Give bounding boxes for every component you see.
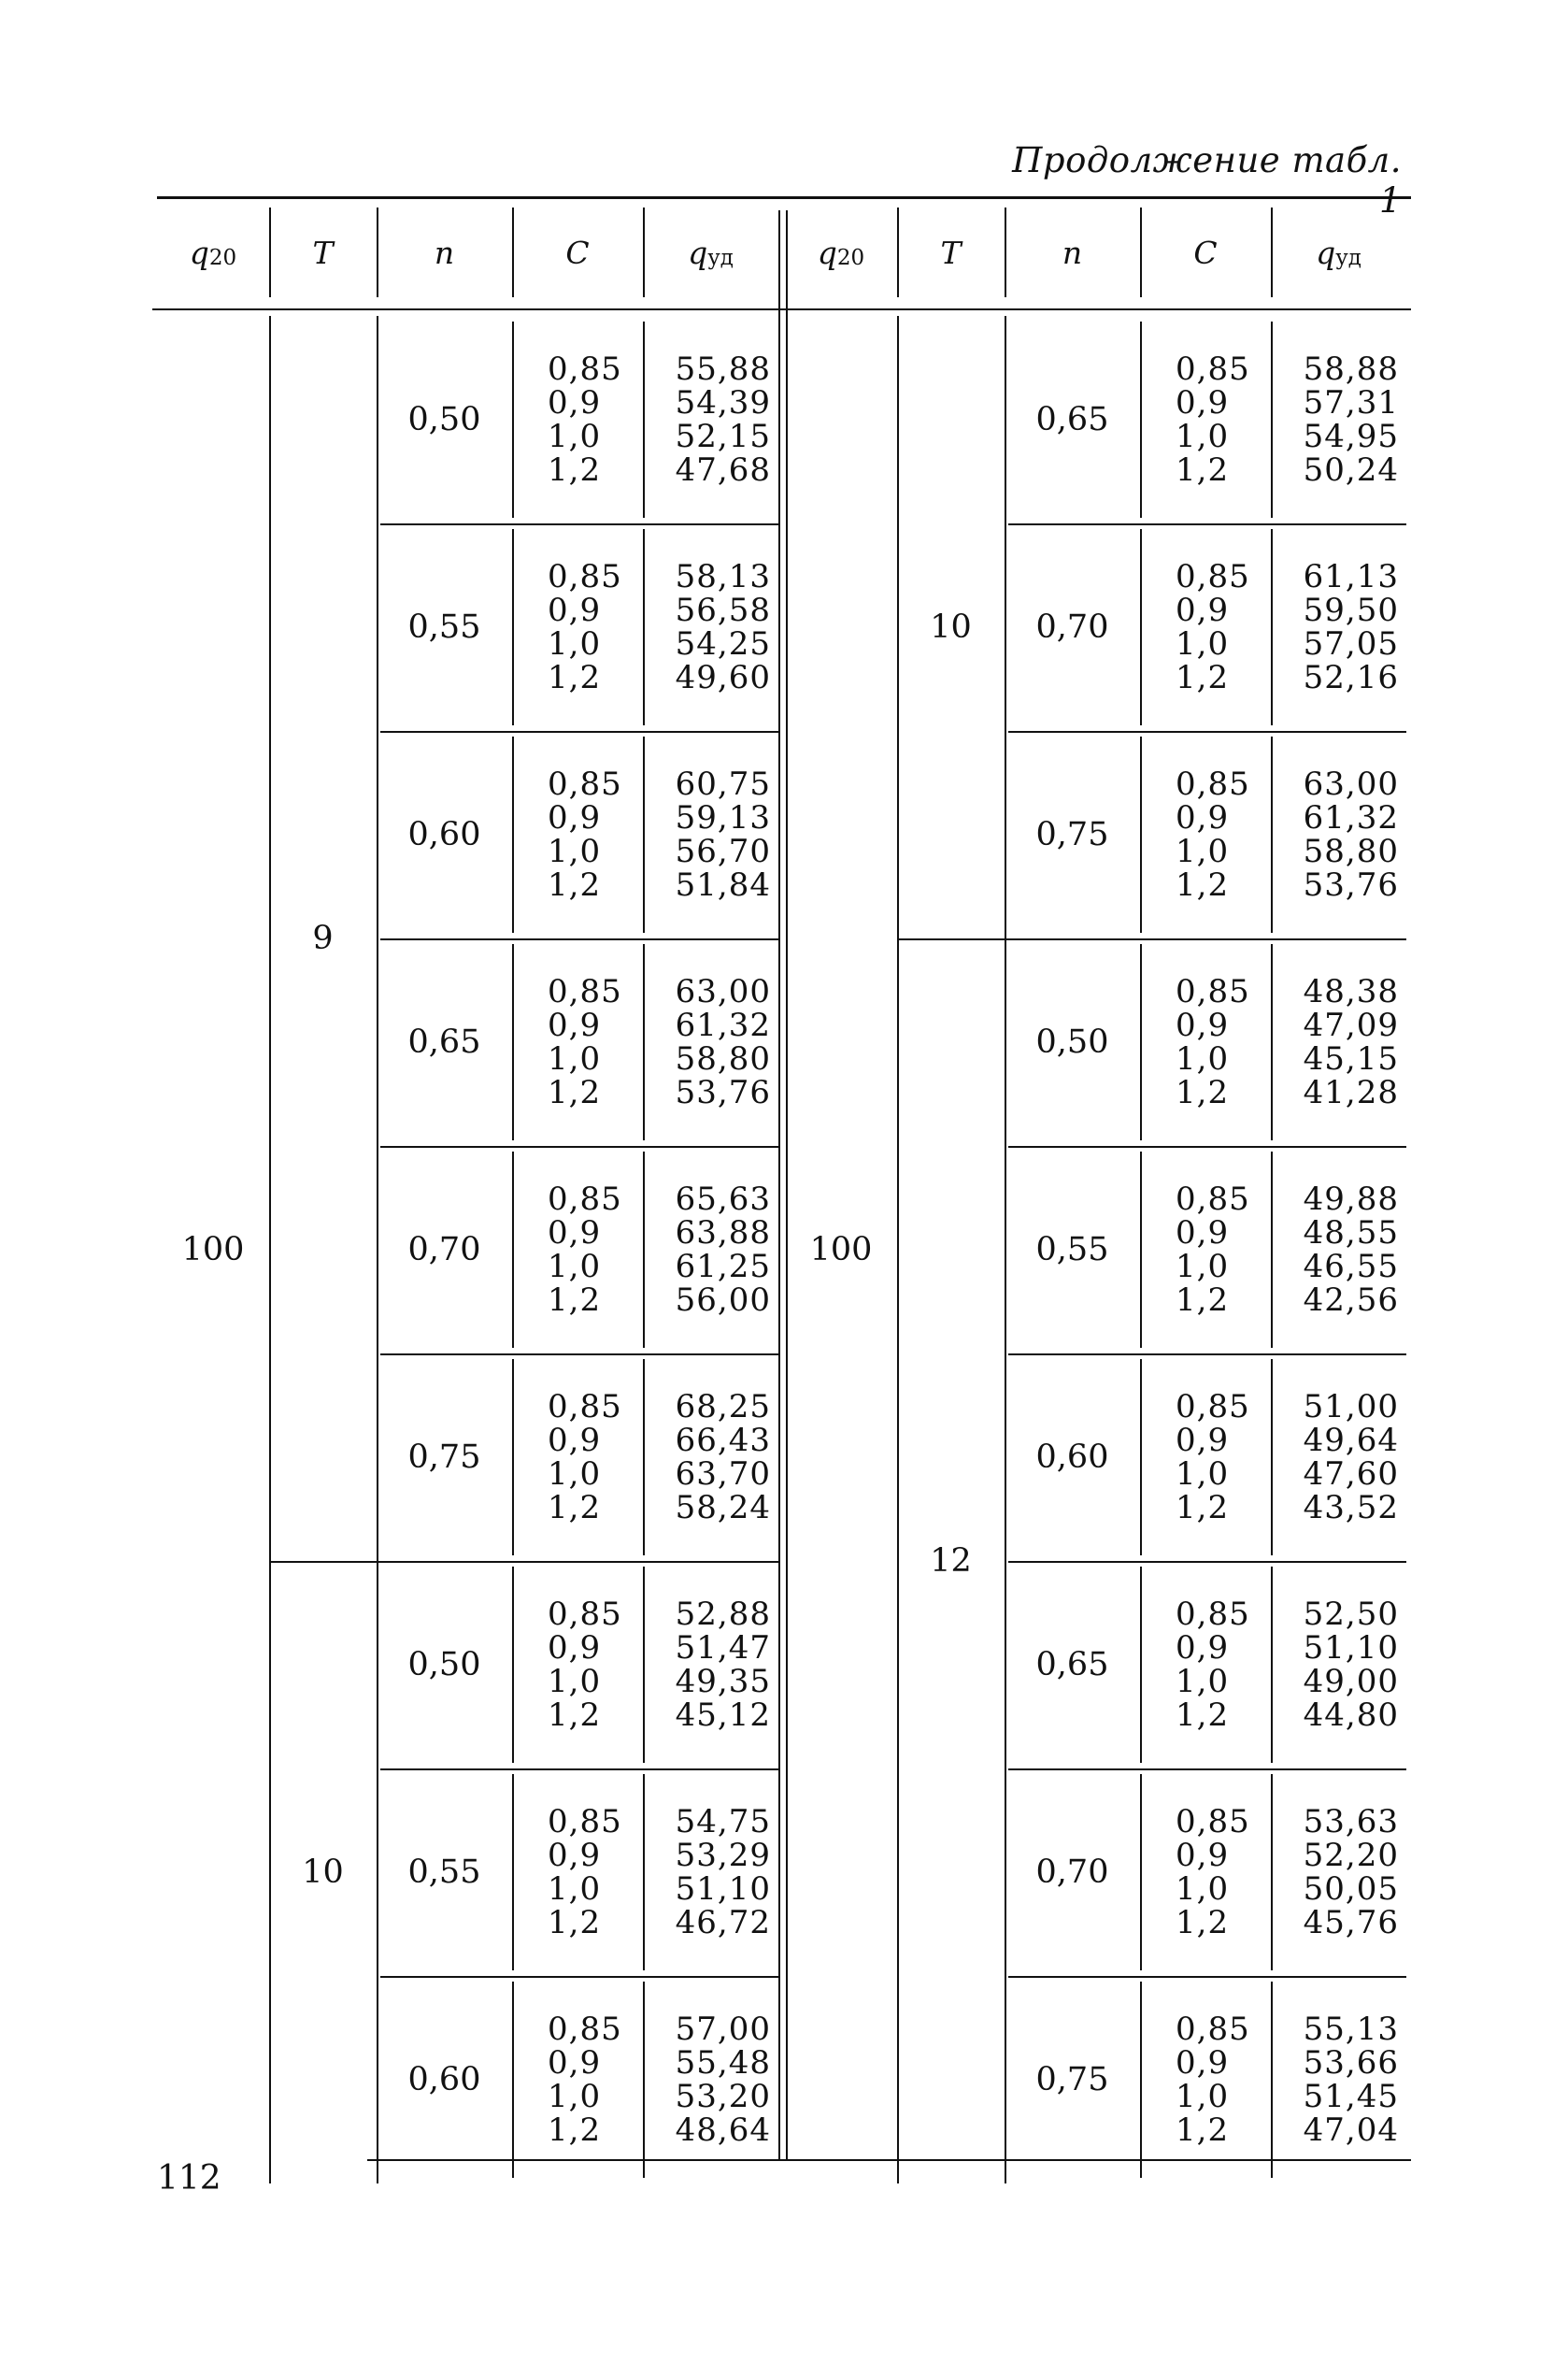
- header-qud-sub: уд: [707, 246, 734, 270]
- qud-value: 47,04: [1303, 2111, 1399, 2149]
- n-c-separator: [512, 322, 514, 518]
- n-value: 0,65: [1035, 401, 1109, 438]
- c-q-separator: [643, 529, 645, 725]
- t-value: 12: [930, 1542, 972, 1580]
- page-number: 112: [157, 2159, 221, 2197]
- qud-value: 47,09: [1303, 1007, 1399, 1044]
- n-c-separator: [1140, 944, 1142, 1140]
- qud-value: 61,25: [675, 1248, 771, 1285]
- c-q-separator: [1271, 1359, 1273, 1555]
- qud-value: 56,00: [675, 1281, 771, 1319]
- n-c-separator: [512, 1152, 514, 1348]
- n-value: 0,55: [1035, 1231, 1109, 1268]
- qud-values: [1280, 1353, 1399, 1561]
- n-c-separator: [512, 1774, 514, 1970]
- c-values: [1176, 1976, 1269, 2183]
- c-value: 1,0: [548, 1455, 602, 1493]
- c-q-separator: [1271, 1567, 1273, 1763]
- qud-value: 59,50: [1303, 592, 1399, 629]
- c-values: [1176, 1561, 1269, 1768]
- qud-value: 49,64: [1303, 1422, 1399, 1459]
- qud-value: 65,63: [675, 1181, 771, 1218]
- c-value: 0,9: [548, 1629, 602, 1667]
- qud-values: [652, 1353, 771, 1561]
- n-c-separator: [512, 1982, 514, 2178]
- right-half-table: [785, 196, 1411, 2164]
- header-qud: [643, 196, 778, 308]
- t-value: 9: [312, 920, 334, 957]
- header-qud: [1271, 196, 1406, 308]
- c-values: [548, 316, 641, 523]
- c-value: 0,9: [1176, 384, 1230, 422]
- qud-values: [1280, 1561, 1399, 1768]
- header-col-separator: [897, 208, 899, 297]
- qud-values: [1280, 1768, 1399, 1976]
- qud-values: [1280, 316, 1399, 523]
- header-qud-base: q: [1316, 234, 1336, 271]
- c-value: 1,2: [548, 659, 602, 696]
- c-value: 0,9: [1176, 799, 1230, 837]
- n-value: 0,50: [407, 1646, 481, 1683]
- qud-value: 46,72: [675, 1904, 771, 1941]
- c-value: 1,0: [1176, 418, 1230, 455]
- c-value: 1,2: [1176, 1904, 1230, 1941]
- qud-value: 56,58: [675, 592, 771, 629]
- header-c: C: [1193, 234, 1218, 271]
- n-value: 0,70: [1035, 608, 1109, 646]
- c-value: 1,2: [548, 2111, 602, 2149]
- qud-value: 52,16: [1303, 659, 1399, 696]
- c-value: 1,2: [548, 1489, 602, 1526]
- c-q-separator: [1271, 944, 1273, 1140]
- n-value: 0,50: [1035, 1024, 1109, 1061]
- q20-value: 100: [181, 1231, 245, 1268]
- n-value: 0,75: [1035, 2061, 1109, 2098]
- header-q20: [157, 196, 269, 308]
- qud-value: 44,80: [1303, 1696, 1399, 1734]
- header-q20-sub: 20: [836, 246, 865, 270]
- header-q20-base: q: [817, 234, 837, 271]
- n-c-separator: [512, 944, 514, 1140]
- qud-value: 58,24: [675, 1489, 771, 1526]
- c-value: 1,2: [548, 1696, 602, 1734]
- qud-values: [1280, 938, 1399, 1146]
- n-value: 0,50: [407, 401, 481, 438]
- qud-value: 60,75: [675, 766, 771, 803]
- qud-value: 66,43: [675, 1422, 771, 1459]
- q20-value: 100: [809, 1231, 873, 1268]
- header-col-separator: [377, 208, 378, 297]
- qud-value: 53,76: [1303, 866, 1399, 904]
- qud-value: 49,35: [675, 1663, 771, 1700]
- c-value: 0,9: [1176, 1214, 1230, 1252]
- c-value: 0,9: [548, 2044, 602, 2082]
- c-value: 1,0: [548, 1870, 602, 1908]
- qud-value: 59,13: [675, 799, 771, 837]
- qud-value: 68,25: [675, 1388, 771, 1425]
- qud-values: [652, 1561, 771, 1768]
- c-q-separator: [643, 737, 645, 933]
- header-col-separator: [512, 208, 514, 297]
- header-c: C: [565, 234, 590, 271]
- c-value: 0,85: [1176, 973, 1250, 1010]
- c-value: 1,0: [548, 1663, 602, 1700]
- c-values: [548, 1976, 641, 2183]
- header-q20: [785, 196, 897, 308]
- header-n: n: [434, 234, 455, 271]
- c-value: 1,0: [1176, 625, 1230, 663]
- c-q-separator: [1271, 322, 1273, 518]
- c-value: 1,0: [1176, 1040, 1230, 1078]
- n-value: 0,75: [1035, 816, 1109, 853]
- header-col-separator: [1140, 208, 1142, 297]
- c-value: 0,9: [1176, 1007, 1230, 1044]
- n-c-separator: [512, 1567, 514, 1763]
- c-value: 1,0: [548, 418, 602, 455]
- qud-values: [652, 1976, 771, 2183]
- qud-value: 47,60: [1303, 1455, 1399, 1493]
- n-value: 0,70: [1035, 1854, 1109, 1891]
- qud-value: 55,13: [1303, 2011, 1399, 2048]
- c-value: 0,85: [1176, 1181, 1250, 1218]
- n-c-separator: [1140, 1359, 1142, 1555]
- c-value: 1,0: [548, 2078, 602, 2115]
- qud-values: [652, 1146, 771, 1353]
- t-value: 10: [302, 1854, 344, 1891]
- c-q-separator: [1271, 529, 1273, 725]
- c-value: 0,85: [1176, 351, 1250, 388]
- qud-value: 56,70: [675, 833, 771, 870]
- c-value: 0,9: [1176, 1629, 1230, 1667]
- c-value: 0,9: [1176, 2044, 1230, 2082]
- header-n: n: [1062, 234, 1083, 271]
- c-values: [548, 1353, 641, 1561]
- c-value: 0,9: [548, 384, 602, 422]
- table-continuation-title: Продолжение табл. 1: [1012, 140, 1402, 221]
- c-value: 1,2: [548, 1074, 602, 1111]
- c-q-separator: [643, 1774, 645, 1970]
- n-value: 0,65: [1035, 1646, 1109, 1683]
- c-q-separator: [643, 322, 645, 518]
- header-t: T: [940, 234, 962, 271]
- c-value: 1,0: [548, 1248, 602, 1285]
- left-half-table: [157, 196, 783, 2164]
- header-col-separator: [1271, 208, 1273, 297]
- c-value: 0,9: [548, 1007, 602, 1044]
- header-q20-sub: 20: [208, 246, 237, 270]
- c-q-separator: [643, 1982, 645, 2178]
- qud-value: 61,13: [1303, 558, 1399, 595]
- qud-values: [652, 731, 771, 938]
- c-q-separator: [643, 1359, 645, 1555]
- qud-value: 45,15: [1303, 1040, 1399, 1078]
- c-value: 1,0: [1176, 1870, 1230, 1908]
- c-value: 1,2: [1176, 1281, 1230, 1319]
- c-value: 0,85: [548, 1596, 622, 1633]
- qud-value: 57,05: [1303, 625, 1399, 663]
- qud-value: 52,88: [675, 1596, 771, 1633]
- header-col-separator: [1005, 208, 1006, 297]
- c-value: 1,2: [548, 1281, 602, 1319]
- qud-values: [1280, 1146, 1399, 1353]
- qud-value: 51,10: [1303, 1629, 1399, 1667]
- qud-value: 50,05: [1303, 1870, 1399, 1908]
- c-value: 1,2: [1176, 2111, 1230, 2149]
- n-value: 0,60: [1035, 1439, 1109, 1476]
- c-value: 1,0: [548, 625, 602, 663]
- qud-value: 50,24: [1303, 451, 1399, 489]
- n-c-separator: [512, 737, 514, 933]
- qud-value: 61,32: [1303, 799, 1399, 837]
- c-q-separator: [643, 1152, 645, 1348]
- n-c-separator: [1140, 737, 1142, 933]
- qud-value: 51,47: [675, 1629, 771, 1667]
- c-value: 0,9: [1176, 1837, 1230, 1874]
- n-c-separator: [512, 1359, 514, 1555]
- qud-values: [652, 523, 771, 731]
- qud-value: 41,28: [1303, 1074, 1399, 1111]
- c-value: 1,0: [548, 1040, 602, 1078]
- c-values: [548, 1146, 641, 1353]
- c-values: [1176, 731, 1269, 938]
- qud-values: [652, 316, 771, 523]
- c-q-separator: [1271, 1982, 1273, 2178]
- c-value: 0,85: [548, 2011, 622, 2048]
- qud-value: 48,38: [1303, 973, 1399, 1010]
- qud-values: [652, 1768, 771, 1976]
- qud-value: 54,95: [1303, 418, 1399, 455]
- qud-value: 51,84: [675, 866, 771, 904]
- c-values: [1176, 938, 1269, 1146]
- qud-value: 48,55: [1303, 1214, 1399, 1252]
- c-values: [1176, 523, 1269, 731]
- t-value: 10: [930, 608, 972, 646]
- n-c-separator: [1140, 1982, 1142, 2178]
- qud-value: 54,25: [675, 625, 771, 663]
- qud-value: 55,48: [675, 2044, 771, 2082]
- qud-value: 53,29: [675, 1837, 771, 1874]
- c-value: 0,85: [548, 766, 622, 803]
- n-value: 0,55: [407, 608, 481, 646]
- qud-value: 51,00: [1303, 1388, 1399, 1425]
- qud-value: 58,80: [675, 1040, 771, 1078]
- qud-value: 51,45: [1303, 2078, 1399, 2115]
- c-values: [548, 1561, 641, 1768]
- c-q-separator: [643, 944, 645, 1140]
- c-q-separator: [1271, 1774, 1273, 1970]
- c-value: 0,85: [548, 1803, 622, 1840]
- qud-value: 53,20: [675, 2078, 771, 2115]
- c-values: [1176, 1768, 1269, 1976]
- qud-value: 52,20: [1303, 1837, 1399, 1874]
- qud-value: 48,64: [675, 2111, 771, 2149]
- n-value: 0,65: [407, 1024, 481, 1061]
- c-value: 0,85: [1176, 1388, 1250, 1425]
- c-value: 0,9: [1176, 592, 1230, 629]
- qud-value: 54,39: [675, 384, 771, 422]
- qud-value: 52,15: [675, 418, 771, 455]
- c-value: 0,85: [1176, 2011, 1250, 2048]
- c-value: 0,85: [1176, 1596, 1250, 1633]
- n-c-separator: [1140, 529, 1142, 725]
- c-values: [548, 731, 641, 938]
- qud-value: 42,56: [1303, 1281, 1399, 1319]
- n-c-separator: [1140, 1567, 1142, 1763]
- qud-value: 47,68: [675, 451, 771, 489]
- qud-values: [652, 938, 771, 1146]
- c-value: 0,9: [548, 1214, 602, 1252]
- c-value: 0,9: [548, 799, 602, 837]
- c-value: 0,85: [548, 558, 622, 595]
- qud-value: 43,52: [1303, 1489, 1399, 1526]
- qud-value: 63,88: [675, 1214, 771, 1252]
- qud-value: 52,50: [1303, 1596, 1399, 1633]
- qud-value: 58,13: [675, 558, 771, 595]
- qud-values: [1280, 731, 1399, 938]
- n-value: 0,60: [407, 816, 481, 853]
- c-value: 0,85: [548, 351, 622, 388]
- header-col-separator: [643, 208, 645, 297]
- c-q-separator: [1271, 737, 1273, 933]
- c-values: [548, 523, 641, 731]
- qud-value: 55,88: [675, 351, 771, 388]
- c-value: 0,85: [1176, 766, 1250, 803]
- qud-value: 63,00: [1303, 766, 1399, 803]
- c-value: 1,2: [1176, 451, 1230, 489]
- c-value: 1,2: [548, 1904, 602, 1941]
- c-value: 0,9: [1176, 1422, 1230, 1459]
- c-value: 1,0: [1176, 833, 1230, 870]
- c-values: [1176, 1146, 1269, 1353]
- c-value: 0,85: [1176, 558, 1250, 595]
- c-value: 0,85: [1176, 1803, 1250, 1840]
- qud-value: 63,70: [675, 1455, 771, 1493]
- c-value: 1,2: [548, 866, 602, 904]
- header-col-separator: [269, 208, 271, 297]
- qud-values: [1280, 523, 1399, 731]
- c-value: 1,2: [548, 451, 602, 489]
- c-value: 1,0: [548, 833, 602, 870]
- qud-value: 45,76: [1303, 1904, 1399, 1941]
- qud-value: 53,76: [675, 1074, 771, 1111]
- c-value: 1,0: [1176, 1455, 1230, 1493]
- n-c-separator: [1140, 1152, 1142, 1348]
- c-value: 0,85: [548, 1388, 622, 1425]
- qud-value: 51,10: [675, 1870, 771, 1908]
- c-values: [548, 938, 641, 1146]
- c-q-separator: [1271, 1152, 1273, 1348]
- qud-value: 53,66: [1303, 2044, 1399, 2082]
- n-c-separator: [512, 529, 514, 725]
- c-value: 0,9: [548, 1422, 602, 1459]
- c-q-separator: [643, 1567, 645, 1763]
- n-value: 0,75: [407, 1439, 481, 1476]
- qud-value: 58,88: [1303, 351, 1399, 388]
- c-value: 1,0: [1176, 1248, 1230, 1285]
- n-c-separator: [1140, 1774, 1142, 1970]
- c-value: 1,2: [1176, 1489, 1230, 1526]
- c-value: 1,0: [1176, 2078, 1230, 2115]
- c-value: 1,0: [1176, 1663, 1230, 1700]
- c-value: 0,9: [548, 1837, 602, 1874]
- qud-value: 61,32: [675, 1007, 771, 1044]
- qud-value: 46,55: [1303, 1248, 1399, 1285]
- header-qud-sub: уд: [1335, 246, 1361, 270]
- qud-value: 57,31: [1303, 384, 1399, 422]
- c-values: [548, 1768, 641, 1976]
- qud-value: 49,60: [675, 659, 771, 696]
- c-value: 0,85: [548, 1181, 622, 1218]
- qud-values: [1280, 1976, 1399, 2183]
- n-value: 0,55: [407, 1854, 481, 1891]
- c-values: [1176, 1353, 1269, 1561]
- qud-value: 49,00: [1303, 1663, 1399, 1700]
- qud-value: 57,00: [675, 2011, 771, 2048]
- header-q20-base: q: [189, 234, 209, 271]
- c-value: 1,2: [1176, 866, 1230, 904]
- n-c-separator: [1140, 322, 1142, 518]
- qud-value: 45,12: [675, 1696, 771, 1734]
- c-value: 1,2: [1176, 1696, 1230, 1734]
- c-value: 0,85: [548, 973, 622, 1010]
- n-value: 0,70: [407, 1231, 481, 1268]
- header-qud-base: q: [688, 234, 708, 271]
- qud-value: 63,00: [675, 973, 771, 1010]
- c-values: [1176, 316, 1269, 523]
- qud-value: 54,75: [675, 1803, 771, 1840]
- n-value: 0,60: [407, 2061, 481, 2098]
- qud-value: 49,88: [1303, 1181, 1399, 1218]
- header-t: T: [312, 234, 334, 271]
- c-value: 1,2: [1176, 659, 1230, 696]
- qud-value: 58,80: [1303, 833, 1399, 870]
- c-value: 1,2: [1176, 1074, 1230, 1111]
- qud-value: 53,63: [1303, 1803, 1399, 1840]
- c-value: 0,9: [548, 592, 602, 629]
